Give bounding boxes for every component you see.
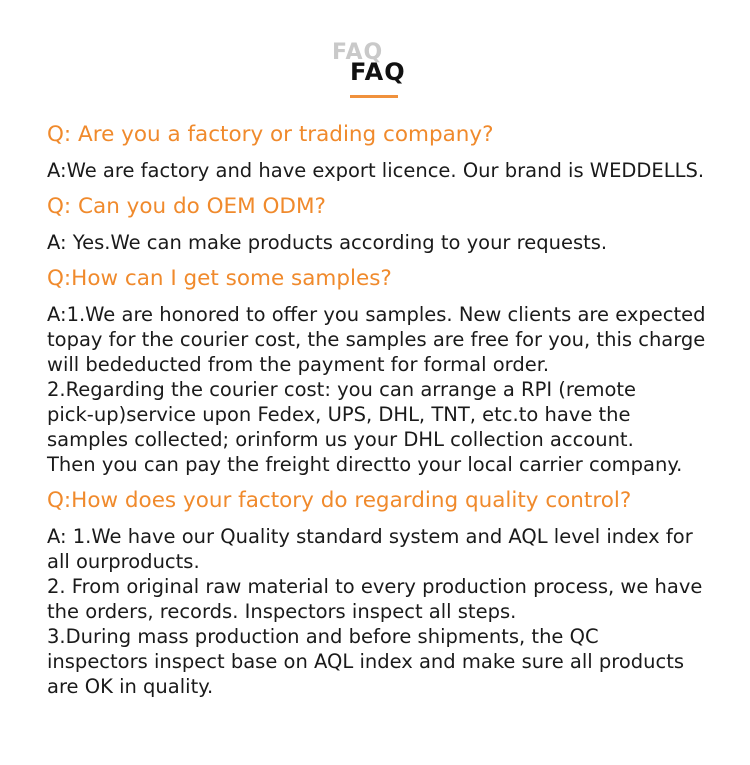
faq-list xyxy=(47,118,737,699)
faq-title: FAQ xyxy=(350,58,406,86)
answer-line: are OK in quality. xyxy=(47,675,214,698)
faq-answer-3 xyxy=(47,302,737,477)
answer-line: A: Yes.We can make products according to your requests. xyxy=(47,231,608,254)
faq-question-2: Q: Can you do OEM ODM? xyxy=(47,194,326,219)
answer-line: samples collected; orinform us your DHL collection account. xyxy=(47,428,634,451)
answer-line: the orders, records. Inspectors inspect all steps. xyxy=(47,600,517,623)
answer-line: all ourproducts. xyxy=(47,550,200,573)
answer-line: pick-up)service upon Fedex, UPS, DHL, TNT, etc.to have the xyxy=(47,403,631,426)
answer-line: A: 1.We have our Quality standard system and AQL level index for xyxy=(47,525,693,548)
faq-question-3: Q:How can I get some samples? xyxy=(47,266,392,291)
answer-line: A:We are factory and have export licence. Our brand is WEDDELLS. xyxy=(47,159,705,182)
faq-answer-1 xyxy=(47,158,737,183)
answer-line: topay for the courier cost, the samples are free for you, this charge xyxy=(47,328,706,351)
faq-answer-4 xyxy=(47,524,737,699)
title-underline xyxy=(350,95,398,98)
answer-line: Then you can pay the freight directto your local carrier company. xyxy=(47,453,683,476)
answer-line: 2. From original raw material to every production process, we have xyxy=(47,575,703,598)
faq-shadow-title: FAQ xyxy=(332,40,384,65)
faq-answer-2 xyxy=(47,230,737,255)
answer-line: will bededucted from the payment for formal order. xyxy=(47,353,550,376)
answer-line: A:1.We are honored to offer you samples. New clients are expected xyxy=(47,303,706,326)
faq-header xyxy=(0,38,750,102)
faq-question-4: Q:How does your factory do regarding quality control? xyxy=(47,488,632,513)
answer-line: inspectors inspect base on AQL index and make sure all products xyxy=(47,650,685,673)
answer-line: 3.During mass production and before shipments, the QC xyxy=(47,625,599,648)
answer-line: 2.Regarding the courier cost: you can arrange a RPI (remote xyxy=(47,378,637,401)
faq-question-1: Q: Are you a factory or trading company? xyxy=(47,122,494,147)
